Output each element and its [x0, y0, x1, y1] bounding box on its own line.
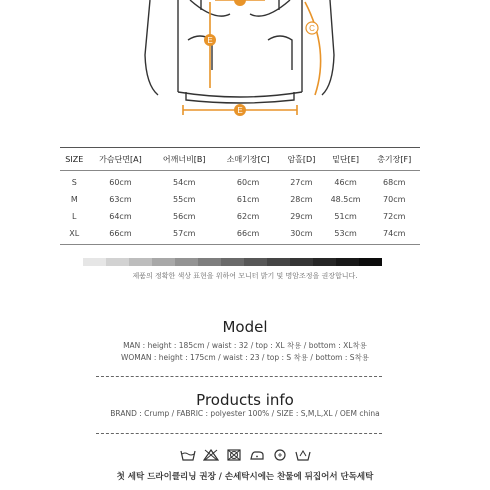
wash-icon	[180, 449, 196, 461]
color-swatch	[152, 258, 175, 266]
model-title: Model	[222, 318, 268, 336]
color-swatch	[267, 258, 290, 266]
header-chest: 가슴단면[A]	[89, 148, 153, 171]
divider	[96, 433, 382, 434]
header-shoulder: 어깨너비[B]	[152, 148, 216, 171]
color-swatch	[106, 258, 129, 266]
table-cell: 64cm	[109, 212, 132, 221]
svg-text:E: E	[207, 36, 213, 45]
table-cell: 30cm	[280, 225, 323, 245]
measure-label-c	[306, 22, 318, 34]
size-table-header-row	[60, 148, 420, 171]
table-cell: 74cm	[368, 225, 420, 245]
size-table	[60, 147, 420, 245]
table-cell: 72cm	[383, 212, 406, 221]
color-swatch	[175, 258, 198, 266]
measure-label-e-horizontal	[234, 104, 246, 116]
care-note: 첫 세탁 드라이클리닝 권장 / 손세탁시에는 찬물에 뒤집어서 단독세탁	[116, 472, 374, 482]
measurement-marks	[183, 0, 321, 115]
no-bleach-icon	[203, 449, 219, 461]
table-cell: M	[70, 195, 78, 204]
measure-label-top	[234, 0, 246, 6]
table-row	[60, 191, 420, 208]
header-length: 총기장[F]	[368, 148, 420, 171]
header-armhole: 암홀[D]	[280, 148, 323, 171]
color-caption: 제품의 정확한 색상 표현을 위하여 모니터 밝기 및 명암조정을 권장합니다.	[132, 272, 358, 280]
table-cell: 28cm	[290, 195, 313, 204]
color-swatch	[129, 258, 152, 266]
table-cell: 55cm	[173, 195, 196, 204]
table-cell: 61cm	[236, 195, 260, 204]
dry-clean-icon	[272, 449, 288, 461]
table-cell: XL	[60, 225, 89, 245]
table-cell: 48.5cm	[330, 195, 361, 204]
svg-text:C: C	[309, 24, 315, 33]
table-cell: 27cm	[290, 178, 313, 187]
header-size: SIZE	[60, 148, 89, 171]
table-cell: 62cm	[236, 212, 260, 221]
table-cell: 68cm	[383, 178, 406, 187]
header-hem: 밑단[E]	[323, 148, 369, 171]
color-swatch	[359, 258, 382, 266]
divider	[96, 376, 382, 377]
table-row	[60, 208, 420, 225]
table-row	[60, 171, 420, 192]
table-cell: 56cm	[173, 212, 196, 221]
table-cell: 53cm	[323, 225, 369, 245]
measure-label-e-vertical	[204, 34, 216, 46]
model-man-info: MAN : height : 185cm / waist : 32 / top : XL 착용 / bottom : XL착용	[123, 341, 367, 350]
table-row	[60, 225, 420, 245]
table-cell: 29cm	[290, 212, 313, 221]
header-sleeve: 소매기장[C]	[216, 148, 280, 171]
table-cell: 60cm	[109, 178, 132, 187]
svg-text:E: E	[237, 106, 243, 115]
color-swatch	[290, 258, 313, 266]
color-swatch	[198, 258, 221, 266]
care-icons	[0, 449, 490, 461]
color-swatch	[221, 258, 244, 266]
products-info: BRAND : Crump / FABRIC : polyester 100% / SIZE : S,M,L,XL / OEM china	[110, 409, 380, 418]
iron-icon	[249, 449, 265, 461]
color-calibration-scale	[83, 258, 382, 266]
table-cell: S	[71, 178, 77, 187]
no-tumble-dry-icon	[226, 449, 242, 461]
products-title: Products info	[196, 391, 294, 409]
color-swatch	[313, 258, 336, 266]
jacket-outline	[145, 0, 334, 103]
table-cell: 51cm	[334, 212, 357, 221]
table-cell: 60cm	[236, 178, 260, 187]
color-swatch	[83, 258, 106, 266]
hand-wash-icon	[295, 449, 311, 461]
model-woman-info: WOMAN : height : 175cm / waist : 23 / top : S 착용 / bottom : S착용	[120, 353, 370, 362]
table-cell: 63cm	[109, 195, 132, 204]
table-cell: 66cm	[89, 225, 153, 245]
garment-measurement-diagram	[0, 0, 490, 135]
table-cell: 46cm	[334, 178, 357, 187]
table-cell: 57cm	[152, 225, 216, 245]
color-swatch	[336, 258, 359, 266]
color-swatch	[244, 258, 267, 266]
table-cell: 54cm	[173, 178, 196, 187]
table-cell: L	[72, 212, 77, 221]
table-cell: 66cm	[216, 225, 280, 245]
table-cell: 70cm	[383, 195, 406, 204]
